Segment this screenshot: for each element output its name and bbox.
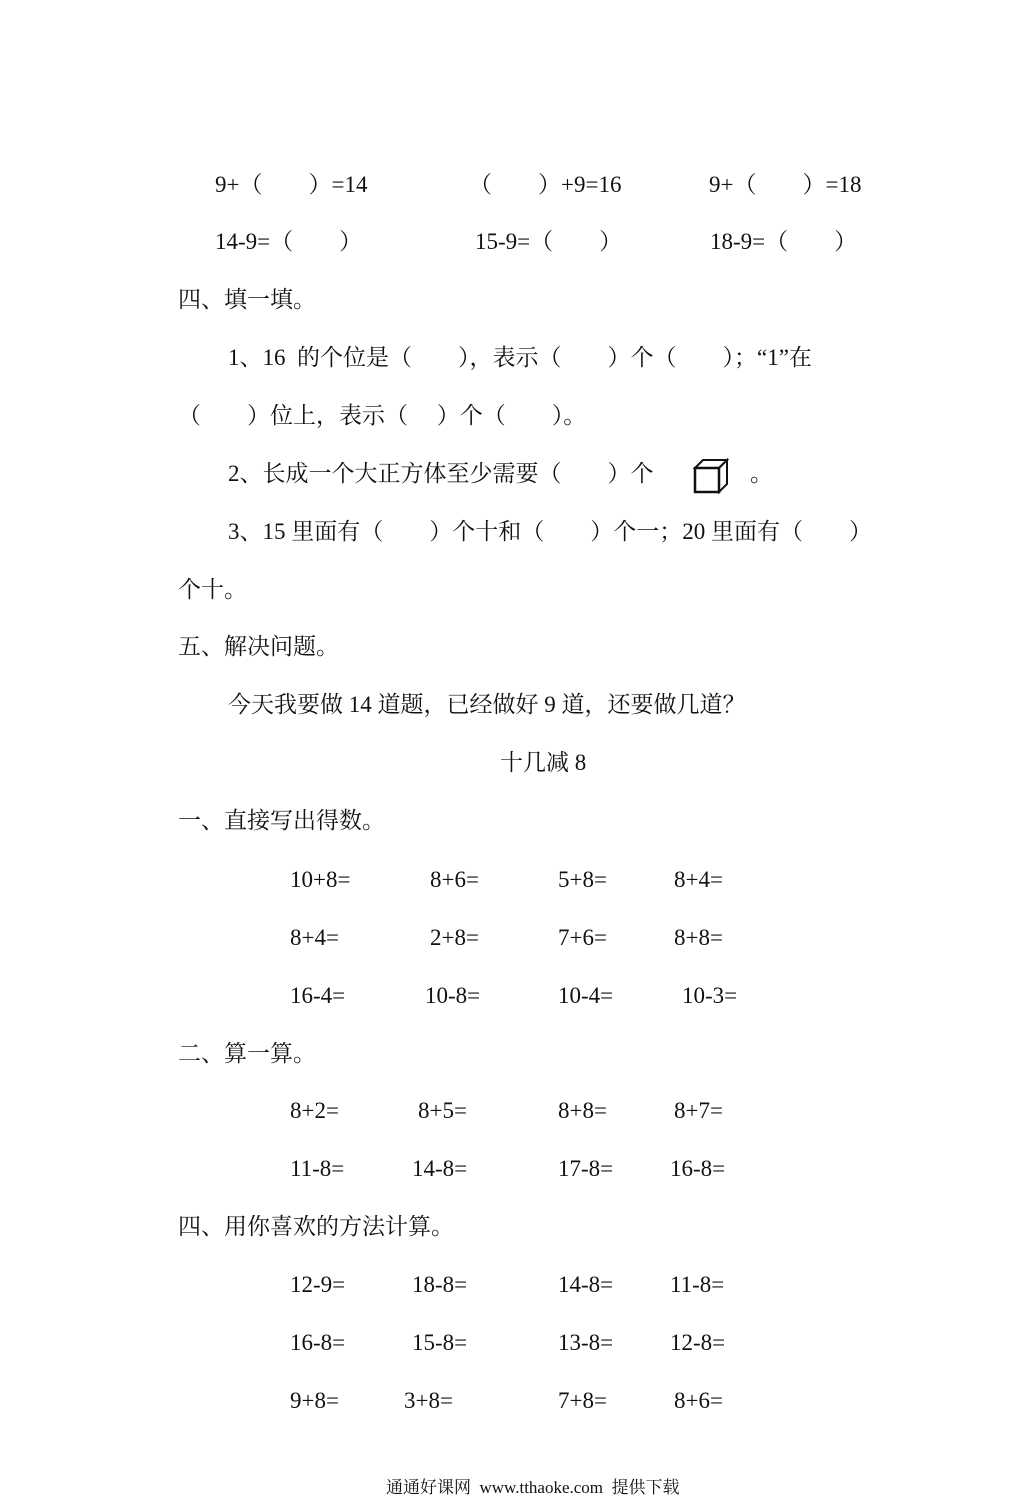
p2-r2-c3: 17-8= [558,1156,614,1181]
p4-r1-c3: 14-8= [558,1272,614,1297]
p2-r2-c4: 16-8= [670,1156,726,1181]
p4-r2-c1: 16-8= [290,1330,346,1355]
fill-q1-line1: 1、16 的个位是（ ），表示（ ）个（ ）；“1”在 [228,345,812,370]
p1-r3-c2: 10-8= [425,983,481,1008]
p4-r3-c1: 9+8= [290,1388,339,1413]
eq-r1-c3: 9+（ ）=18 [709,172,862,197]
p4-r1-c4: 11-8= [670,1272,725,1297]
p1-r2-c2: 2+8= [430,925,479,950]
p1-r1-c1: 10+8= [290,867,351,892]
section-heading-calc: 二、算一算。 [178,1041,316,1066]
p4-r2-c3: 13-8= [558,1330,614,1355]
eq-r1-c1: 9+（ ）=14 [215,172,368,197]
eq-r2-c2: 15-9=（ ） [475,229,623,254]
lesson-title: 十几减 8 [500,750,587,775]
p4-r2-c4: 12-8= [670,1330,726,1355]
section-heading-direct: 一、直接写出得数。 [178,808,385,833]
eq-r2-c1: 14-9=（ ） [215,229,363,254]
eq-r2-c3: 18-9=（ ） [710,229,858,254]
cube-icon [693,458,729,494]
p4-r3-c4: 8+6= [674,1388,723,1413]
p1-r2-c4: 8+8= [674,925,723,950]
fill-q2: 2、长成一个大正方体至少需要（ ）个 [228,461,654,486]
p1-r1-c3: 5+8= [558,867,607,892]
word-problem: 今天我要做 14 道题，已经做好 9 道，还要做几道？ [228,692,746,717]
fill-q3-line1: 3、15 里面有（ ）个十和（ ）个一；20 里面有（ ） [228,519,872,544]
footer-credit: 通通好课网 www.tthaoke.com 提供下载 [386,1478,680,1497]
p2-r2-c1: 11-8= [290,1156,345,1181]
p2-r1-c1: 8+2= [290,1098,339,1123]
p4-r3-c3: 7+8= [558,1388,607,1413]
p2-r2-c2: 14-8= [412,1156,468,1181]
p2-r1-c2: 8+5= [418,1098,467,1123]
fill-q1-line2: （ ）位上，表示（ ）个（ ）。 [178,403,587,428]
p4-r1-c1: 12-9= [290,1272,346,1297]
p1-r3-c3: 10-4= [558,983,614,1008]
section-heading-fill: 四、填一填。 [178,287,316,312]
p4-r1-c2: 18-8= [412,1272,468,1297]
p2-r1-c4: 8+7= [674,1098,723,1123]
section-heading-method: 四、用你喜欢的方法计算。 [178,1214,454,1239]
p2-r1-c3: 8+8= [558,1098,607,1123]
fill-q3-line2: 个十。 [178,577,247,602]
p4-r3-c2: 3+8= [404,1388,453,1413]
p1-r1-c2: 8+6= [430,867,479,892]
fill-q2-suffix: 。 [750,461,773,486]
p1-r2-c1: 8+4= [290,925,339,950]
section-heading-solve: 五、解决问题。 [178,634,339,659]
p1-r3-c4: 10-3= [682,983,738,1008]
eq-r1-c2: （ ）+9=16 [469,172,622,197]
p4-r2-c2: 15-8= [412,1330,468,1355]
p1-r1-c4: 8+4= [674,867,723,892]
p1-r3-c1: 16-4= [290,983,346,1008]
p1-r2-c3: 7+6= [558,925,607,950]
